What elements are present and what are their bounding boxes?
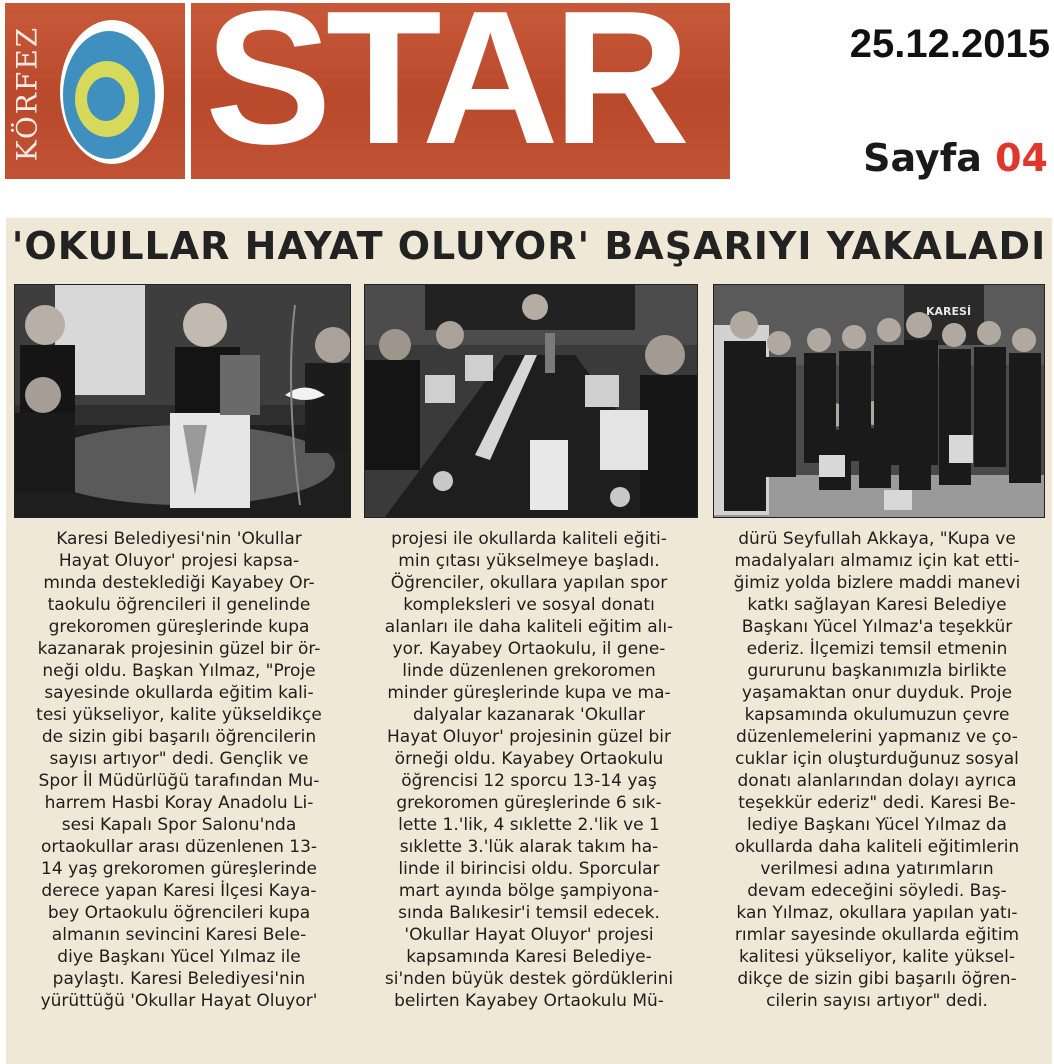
article-line: rımlar sayesinde okullarda eğitim <box>734 925 1020 945</box>
article-line: si'nden büyük destek gördüklerini <box>384 969 674 989</box>
article-line: cilerin sayısı artıyor" dedi. <box>766 991 988 1011</box>
article-line: dikçe de sizin gibi başarılı öğren- <box>737 969 1017 989</box>
page-number: 04 <box>995 136 1048 180</box>
article-line: 14 yaş grekoromen güreşlerinde <box>41 859 317 879</box>
table-photo <box>364 284 698 518</box>
article-line: katkı sağlayan Karesi Belediye <box>747 595 1007 615</box>
article-line: öğrencisi 12 sporcu 13-14 yaş <box>401 771 657 791</box>
article-line: yürüttüğü 'Okullar Hayat Oluyor' <box>40 991 318 1011</box>
article-line: Spor İl Müdürlüğü tarafından Mu- <box>38 771 320 791</box>
article-line: Karesi Belediyesi'nin 'Okullar <box>56 529 302 549</box>
article-line: okullarda daha kaliteli eğitimlerin <box>734 837 1020 857</box>
article-line: madalyaları almamız için kat etti- <box>734 551 1020 571</box>
nazar-eye-logo-icon <box>57 17 167 167</box>
publication-date: 25.12.2015 <box>849 22 1050 66</box>
article-line: min çıtası yükselmeye başladı. <box>398 551 660 571</box>
article-line: linde düzenlenen grekoromen <box>402 661 656 681</box>
masthead-divider <box>185 3 191 179</box>
article-line: verilmesi adına yatırımların <box>760 859 994 879</box>
article-line: paylaştı. Karesi Belediyesi'nin <box>52 969 306 989</box>
article-line: sında Balıkesir'i temsil edecek. <box>398 903 660 923</box>
article-column-3 <box>714 528 1040 1012</box>
article-line: grekoromen güreşlerinde kupa <box>48 617 310 637</box>
page-label: Sayfa <box>863 136 982 180</box>
article-line: kalitesi yükseliyor, kalite yüksel- <box>738 947 1015 967</box>
article-column-2 <box>366 528 692 1012</box>
article-line: kapsamında Karesi Belediye- <box>406 947 652 967</box>
article-line: dalyalar kazanarak 'Okullar <box>412 705 646 725</box>
article-line: kapsamında okulumuzun çevre <box>744 705 1010 725</box>
article-line: 'Okullar Hayat Oluyor' projesi <box>404 925 654 945</box>
meeting-photo <box>14 284 351 518</box>
article-line: düzenlemelerini yapmanız ve ço- <box>736 727 1018 747</box>
article-line: Başkanı Yücel Yılmaz'a teşekkür <box>741 617 1013 637</box>
masthead-banner <box>5 3 730 179</box>
article-headline: 'OKULLAR HAYAT OLUYOR' BAŞARIYI YAKALADI <box>11 224 1047 268</box>
article-line: derece yapan Karesi İlçesi Kaya- <box>41 881 317 901</box>
article-line: cuklar için oluşturduğunuz sosyal <box>735 749 1019 769</box>
article-line: diye Başkanı Yücel Yılmaz ile <box>57 947 301 967</box>
article-line: minder güreşlerinde kupa ve ma- <box>387 683 671 703</box>
article-line: almanın sevincini Karesi Bele- <box>51 925 307 945</box>
article-line: yaşamaktan onur duyduk. Proje <box>741 683 1013 703</box>
article-line: ederiz. İlçemizi temsil etmenin <box>746 639 1008 659</box>
article-line: Hayat Oluyor' projesi kapsa- <box>58 551 300 571</box>
article-line: gururunu başkanımızla birlikte <box>747 661 1007 681</box>
article-line: kazanarak projesinin güzel bir ör- <box>37 639 321 659</box>
article-line: ortaokullar arası düzenlenen 13- <box>40 837 318 857</box>
article-line: harrem Hasbi Koray Anadolu Li- <box>44 793 314 813</box>
article-line: kompleksleri ve sosyal donatı <box>403 595 655 615</box>
article-line: lediye Başkanı Yücel Yılmaz da <box>747 815 1007 835</box>
article <box>6 218 1052 1064</box>
article-line: dürü Seyfullah Akkaya, "Kupa ve <box>738 529 1016 549</box>
article-line: sayesinde okullarda eğitim kali- <box>44 683 314 703</box>
article-line: Öğrenciler, okullara yapılan spor <box>390 573 668 593</box>
article-line: kan Yılmaz, okullara yapılan yatı- <box>736 903 1018 923</box>
article-line: teşekkür ederiz" dedi. Karesi Be- <box>738 793 1016 813</box>
side-label-text: KÖRFEZ <box>10 25 44 161</box>
article-line: devam edeceğini söyledi. Baş- <box>747 881 1007 901</box>
group-photo <box>713 284 1045 518</box>
article-line: sesi Kapalı Spor Salonu'nda <box>61 815 297 835</box>
article-line: ğimiz yolda bizlere maddi manevi <box>733 573 1021 593</box>
article-line: bey Ortaokulu öğrencileri kupa <box>47 903 311 923</box>
article-line: alanları ile daha kaliteli eğitim alı- <box>384 617 674 637</box>
article-line: mart ayında bölge şampiyona- <box>398 881 660 901</box>
article-line: tesi yükseliyor, kalite yükseldikçe <box>36 705 322 725</box>
article-column-1 <box>16 528 342 1012</box>
article-line: Hayat Oluyor' projesinin güzel bir <box>387 727 671 747</box>
brand-name: STAR <box>205 3 685 179</box>
article-line: linde il birincisi oldu. Sporcular <box>398 859 660 879</box>
article-line: sayısı artıyor" dedi. Gençlik ve <box>49 749 309 769</box>
article-line: belirten Kayabey Ortaokulu Mü- <box>394 991 664 1011</box>
article-line: sıklette 3.'lük alarak takım ha- <box>399 837 659 857</box>
article-line: taokulu öğrencileri il genelinde <box>47 595 311 615</box>
page-indicator <box>863 136 1048 180</box>
group-photo-sign: KARESİ <box>926 305 972 318</box>
article-line: yor. Kayabey Ortaokulu, il gene- <box>392 639 666 659</box>
article-line: de sizin gibi başarılı öğrencilerin <box>41 727 317 747</box>
article-line: grekoromen güreşlerinde 6 sık- <box>396 793 662 813</box>
article-line: lette 1.'lik, 4 sıklette 2.'lik ve 1 <box>398 815 660 835</box>
side-label <box>9 13 45 173</box>
article-line: örneği oldu. Kayabey Ortaokulu <box>394 749 664 769</box>
article-line: projesi ile okullarda kaliteli eğiti- <box>391 529 667 549</box>
article-line: donatı alanlarından dolayı ayrıca <box>737 771 1017 791</box>
article-line: neği oldu. Başkan Yılmaz, "Proje <box>42 661 316 681</box>
article-line: mında desteklediği Kayabey Or- <box>43 573 315 593</box>
